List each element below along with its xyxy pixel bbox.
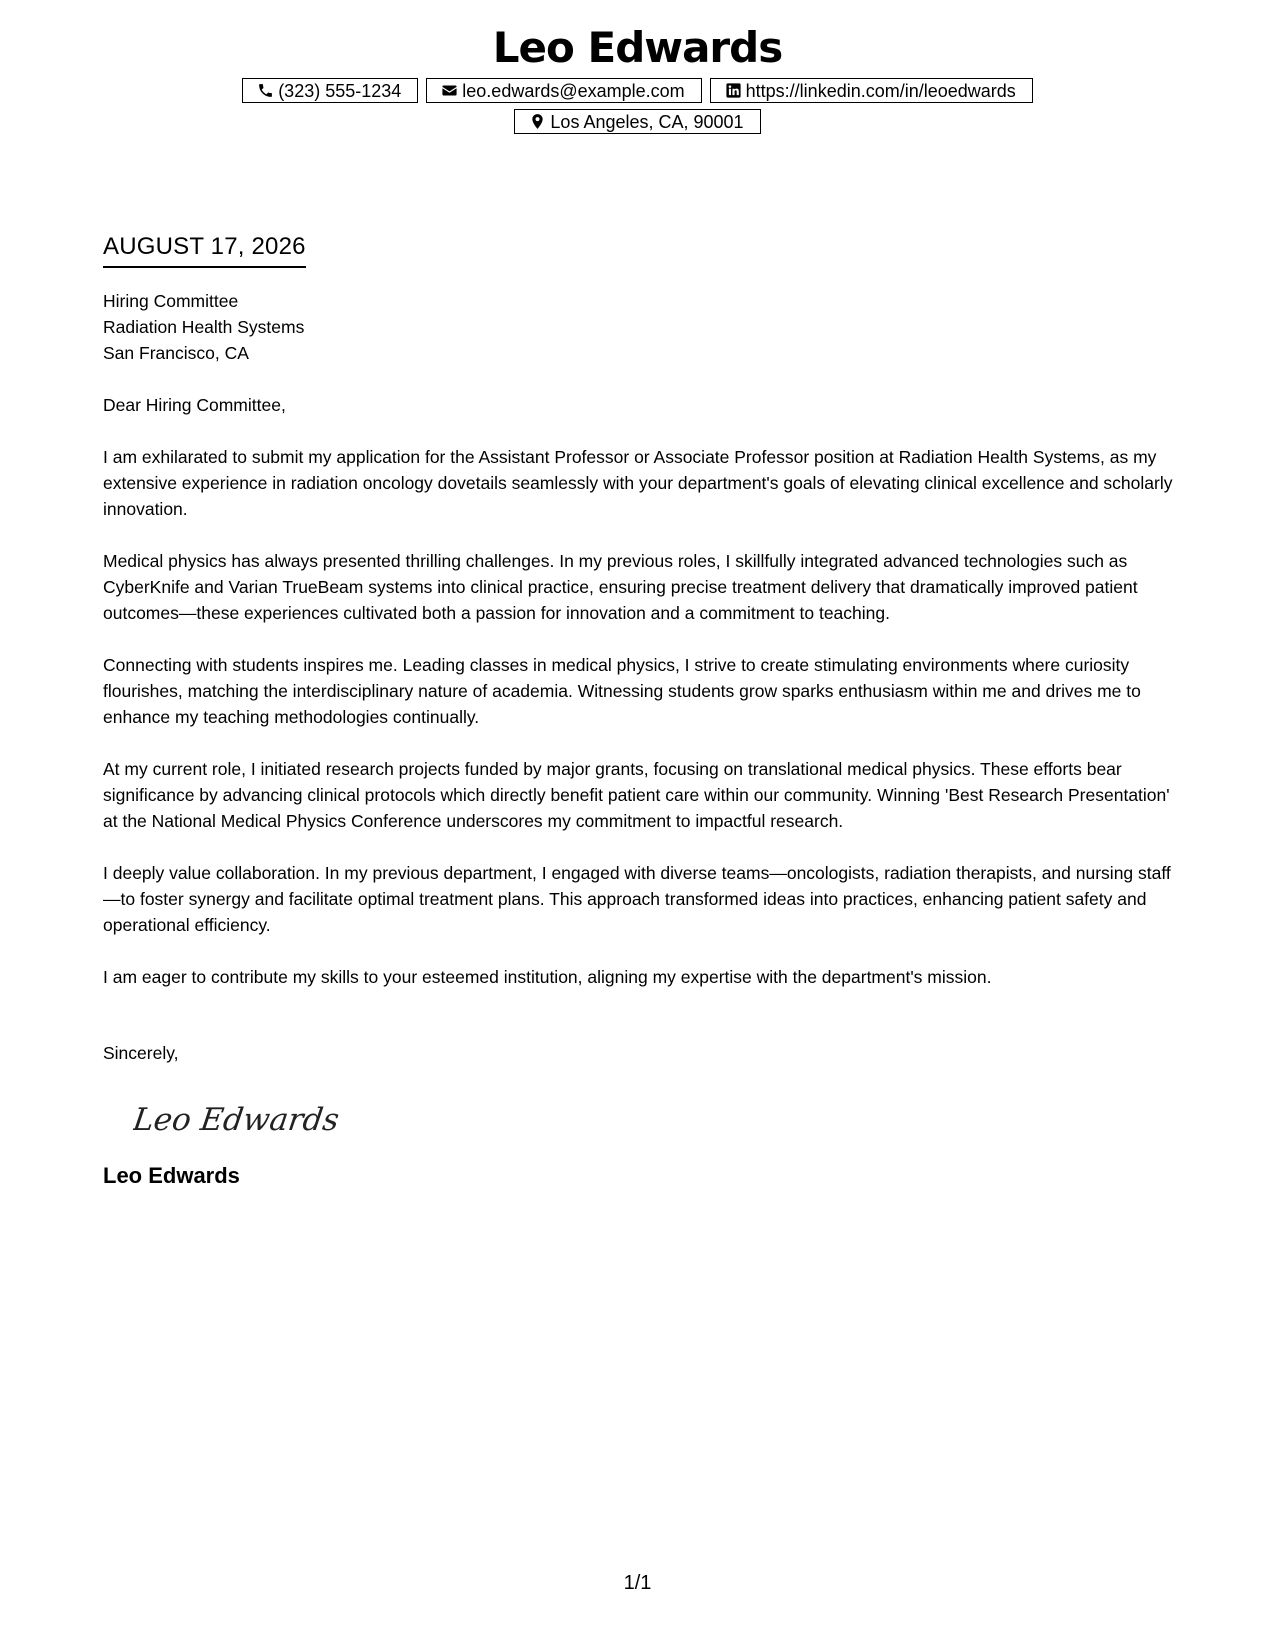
email-text: leo.edwards@example.com bbox=[462, 80, 685, 101]
linkedin-contact[interactable] bbox=[710, 78, 1033, 103]
letter-body bbox=[103, 232, 1173, 1190]
signer-name: Leo Edwards bbox=[103, 1163, 240, 1188]
body-paragraph: I am exhilarated to submit my application for the Assistant Professor or Associate Professor position at Radiation Health Systems, as my extensive experience in radiation oncology dovetails seamlessly with your department's goals of elevating clinical excellence and scholarly innovation. bbox=[103, 447, 1173, 519]
location-text: Los Angeles, CA, 90001 bbox=[550, 111, 744, 132]
location-contact bbox=[514, 109, 760, 134]
recipient-line: San Francisco, CA bbox=[103, 343, 249, 363]
body-paragraph: I deeply value collaboration. In my previous department, I engaged with diverse teams—oncologists, radiation therapists, and nursing staff—to foster synergy and facilitate optimal treatment plans. This approach transformed ideas into practices, enhancing patient safety and operational efficiency. bbox=[103, 863, 1171, 935]
recipient-line: Radiation Health Systems bbox=[103, 317, 305, 337]
phone-icon bbox=[257, 82, 274, 99]
envelope-icon bbox=[441, 82, 458, 99]
body-paragraph: At my current role, I initiated research projects funded by major grants, focusing on translational medical physics. These efforts bear significance by advancing clinical protocols which directly benefit patient care within our community. Winning 'Best Research Presentation' at the National Medical Physics Conference underscores my commitment to impactful research. bbox=[103, 759, 1170, 831]
letter-date: AUGUST 17, 2026 bbox=[103, 232, 306, 268]
applicant-name: Leo Edwards bbox=[492, 23, 783, 72]
letter-header bbox=[0, 22, 1275, 134]
linkedin-icon bbox=[725, 82, 742, 99]
body-paragraph: Medical physics has always presented thrilling challenges. In my previous roles, I skillfully integrated advanced technologies such as CyberKnife and Varian TrueBeam systems into clinical practice, ensuring precise treatment delivery that dramatically improved patient outcomes—these experiences cultivated both a passion for innovation and a commitment to teaching. bbox=[103, 551, 1138, 623]
recipient-block bbox=[103, 288, 1173, 366]
handwritten-signature bbox=[133, 1094, 343, 1144]
phone-text: (323) 555-1234 bbox=[278, 80, 402, 101]
greeting: Dear Hiring Committee, bbox=[103, 395, 286, 415]
linkedin-text: https://linkedin.com/in/leoedwards bbox=[745, 80, 1016, 101]
body-paragraph: I am eager to contribute my skills to your esteemed institution, aligning my expertise with the department's mission. bbox=[103, 967, 992, 987]
signature-text: Leo Edwards bbox=[133, 1102, 342, 1138]
email-contact[interactable] bbox=[426, 78, 701, 103]
map-pin-icon bbox=[529, 113, 546, 130]
contact-info bbox=[188, 78, 1088, 134]
body-paragraph: Connecting with students inspires me. Leading classes in medical physics, I strive to create stimulating environments where curiosity flourishes, matching the interdisciplinary nature of academia. Witnessing students grow sparks enthusiasm within me and drives me to enhance my teaching methodologies continually. bbox=[103, 655, 1141, 727]
closing: Sincerely, bbox=[103, 1043, 179, 1063]
phone-contact bbox=[242, 78, 418, 103]
recipient-line: Hiring Committee bbox=[103, 291, 239, 311]
page-number: 1/1 bbox=[623, 1572, 652, 1594]
